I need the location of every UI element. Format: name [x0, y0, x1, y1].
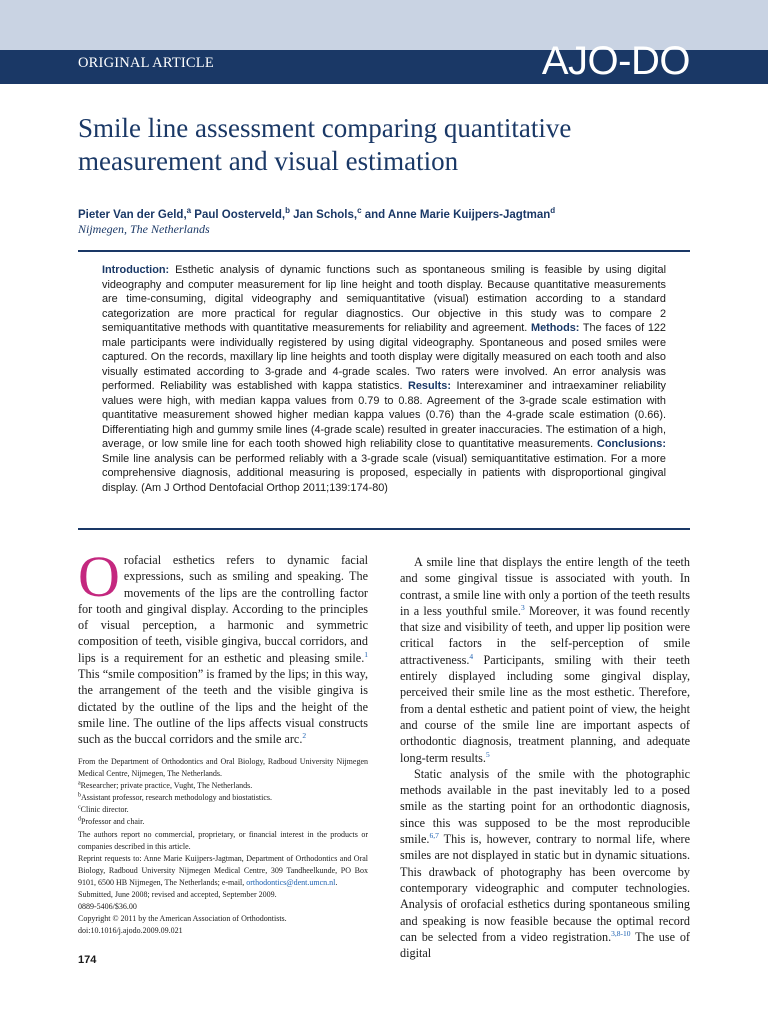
body-text: The use of digital	[400, 929, 690, 961]
abstract-introduction-text: Esthetic analysis of dynamic functions such as spontaneous smiling is feasible by using digital videography and computer measurement for lip line height and tooth display. Because quantitative measurements are time-consuming, digital videography and semiquantitative (visual) estimation according to a standard categorization are more practical for regular diagnostics. Our objective in this study was to compare 2 semiquantitative methods with quantitative measurements for reliability and agreement.	[102, 264, 666, 334]
author-name: Pieter Van der Geld,	[78, 208, 187, 221]
footnotes	[78, 756, 368, 937]
footnote-disclosure: The authors report no commercial, proprietary, or financial interest in the products or companies described in this article.	[78, 829, 368, 851]
reference-link[interactable]: 5	[485, 749, 490, 759]
footnote-reprint	[78, 853, 368, 889]
footnote-mark: b	[78, 792, 81, 799]
author-name: Paul Oosterveld,	[191, 208, 286, 221]
email-link[interactable]: orthodontics@dent.umcn.nl	[246, 877, 336, 887]
author-name: Jan Schols,	[289, 208, 358, 221]
footnote-submitted: Submitted, June 2008; revised and accepted, September 2009.	[78, 890, 277, 900]
body-text: Participants, smiling with their teeth entirely displayed including some gingival display, perceived their smile line as the most esthetic. Therefore, from a dental esthetic and patient point of view, the height and course of the smile line are important aspects of orthodontic diagnosis, treatment planning, and adequate long-term results.	[400, 652, 690, 765]
reference-link[interactable]: 4	[469, 651, 474, 661]
footnote-copyright: Copyright © 2011 by the American Association of Orthodontists.	[78, 914, 287, 924]
body-left-column	[78, 544, 368, 748]
footnote-price: 0889-5406/$36.00	[78, 902, 137, 912]
abstract-methods-text: The faces of 122 male participants were individually registered by using digital videography. Spontaneous and posed smiles were captured. On the records, maxillary lip line heights and tooth display were digitally measured on each tooth and also visually estimated according to 3-grade and 4-grade scales. Two raters were involved. An error analysis was performed. Reliability was established with kappa statistics.	[102, 322, 666, 392]
footnote-author-b	[78, 792, 368, 804]
footnote-author-a	[78, 780, 368, 792]
abstract-heading-results: Results:	[407, 380, 451, 392]
footnote-doi: doi:10.1016/j.ajodo.2009.09.021	[78, 926, 183, 936]
article-title: Smile line assessment comparing quantitative measurement and visual estimation	[78, 113, 572, 176]
footnote-text: .	[335, 877, 338, 887]
abstract-bottom-rule	[78, 528, 690, 530]
drop-cap: O	[78, 544, 120, 609]
footnote-department: From the Department of Orthodontics and Oral Biology, Radboud University Nijmegen Medical Centre, Nijmegen, The Netherlands.	[78, 757, 368, 779]
body-text: This is, however, contrary to normal life, where smiles are not displayed in static but in dynamic situations. This drawback of photography has been overcome by contemporary videographic and computer technologies. Analysis of orofacial esthetics during spontaneous smiling and speaking is now feasible because the optimal record can be selected from a video registration.	[400, 832, 690, 944]
journal-logo: AJO-DO	[541, 39, 690, 83]
abstract	[102, 263, 666, 495]
body-text: rofacial esthetics refers to dynamic facial expressions, such as smiling and speaking. The movements of the lips are the controlling factor for tooth and gingival display. According to the principles of visual perception, a harmonic and symmetric composition of teeth, visible gingiva, buccal corridors, and lips is a requirement for an esthetic and pleasing smile.	[78, 553, 368, 665]
footnote-mark: d	[78, 816, 81, 823]
intro-paragraph	[78, 544, 368, 748]
abstract-top-rule	[78, 250, 690, 252]
footnote-author-d	[78, 816, 368, 828]
body-paragraph	[400, 554, 690, 766]
footnote-mark: c	[78, 804, 81, 811]
author-affiliation-mark: c	[357, 206, 362, 215]
abstract-conclusions-text: Smile line analysis can be performed reliably with a 3-grade scale (visual) semiquantitative estimation. For a more comprehensive diagnosis, additional measuring is proposed, especially in patients with disproportional gingival display. (Am J Orthod Dentofacial Orthop 2011;139:174-80)	[102, 452, 666, 494]
footnote-text: Reprint requests to: Anne Marie Kuijpers-Jagtman, Department of Orthodontics and Oral Biology, Radboud University Nijmegen Medical Centre, 309 Tandheelkunde, PO Box 9101, 6500 HB Nijmegen, The Netherlands; e-mail,	[78, 853, 368, 887]
page-number: 174	[78, 954, 97, 966]
reference-link[interactable]: 6,7	[429, 830, 439, 840]
abstract-heading-conclusions: Conclusions:	[597, 438, 666, 450]
author-name: and Anne Marie Kuijpers-Jagtman	[361, 208, 551, 221]
author-location: Nijmegen, The Netherlands	[78, 222, 210, 236]
reference-link[interactable]: 3	[520, 602, 525, 612]
footnote-mark: a	[78, 780, 81, 787]
author-affiliation-mark: d	[550, 206, 556, 215]
body-right-column	[400, 554, 690, 961]
reference-link[interactable]: 1	[364, 649, 368, 659]
footnote-text: Assistant professor, research methodology and biostatistics.	[81, 793, 272, 803]
author-affiliation-mark: a	[186, 206, 192, 215]
author-list	[78, 206, 698, 221]
footnote-text: Clinic director.	[80, 805, 129, 815]
reference-link[interactable]: 2	[302, 731, 307, 741]
body-text: This “smile composition” is framed by the lips; in this way, the arrangement of the teeth and the visible gingiva is dictated by the outline of the lips and the height of the smile line. The outline of the lips affects visual constructs such as the buccal corridors and the smile arc.	[78, 667, 368, 747]
body-text: Static analysis of the smile with the photographic methods available in the past inevitably led to a posed smile as the starting point for an orthodontic diagnosis, since this was supposed to be the most reproducible smile.	[400, 766, 690, 847]
footnote-text: Professor and chair.	[81, 817, 145, 827]
body-paragraph	[400, 766, 690, 962]
article-type-label: ORIGINAL ARTICLE	[78, 55, 214, 71]
reference-link[interactable]: 3,8-10	[611, 928, 631, 938]
body-text: A smile line that displays the entire length of the teeth and some gingival tissue is associated with youth. In contrast, a smile line with only a portion of the teeth results in a less youthful smile.	[400, 555, 690, 618]
author-affiliation-mark: b	[285, 206, 290, 215]
body-text: Moreover, it was found recently that size and visibility of teeth, and upper lip position were critical factors in the self-perception of smile attractiveness.	[400, 603, 690, 667]
abstract-heading-methods: Methods:	[531, 322, 580, 334]
abstract-results-text: Interexaminer and intraexaminer reliability values were high, with median kappa values from 0.79 to 0.88. Agreement of the 3-grade scale estimation with quantitative measurement showed higher median kappa values (0.76) than the 4-grade scale estimation (0.66). Differentiating high and gummy smile lines (4-grade scale) resulted in greater inaccuracies. The estimation of a high, average, or low smile line for each tooth showed high reliability close to quantitative measurements.	[102, 380, 667, 450]
footnote-author-c	[78, 804, 368, 816]
abstract-heading-introduction: Introduction:	[102, 264, 170, 276]
footnote-text: Researcher; private practice, Vught, The Netherlands.	[80, 781, 253, 791]
